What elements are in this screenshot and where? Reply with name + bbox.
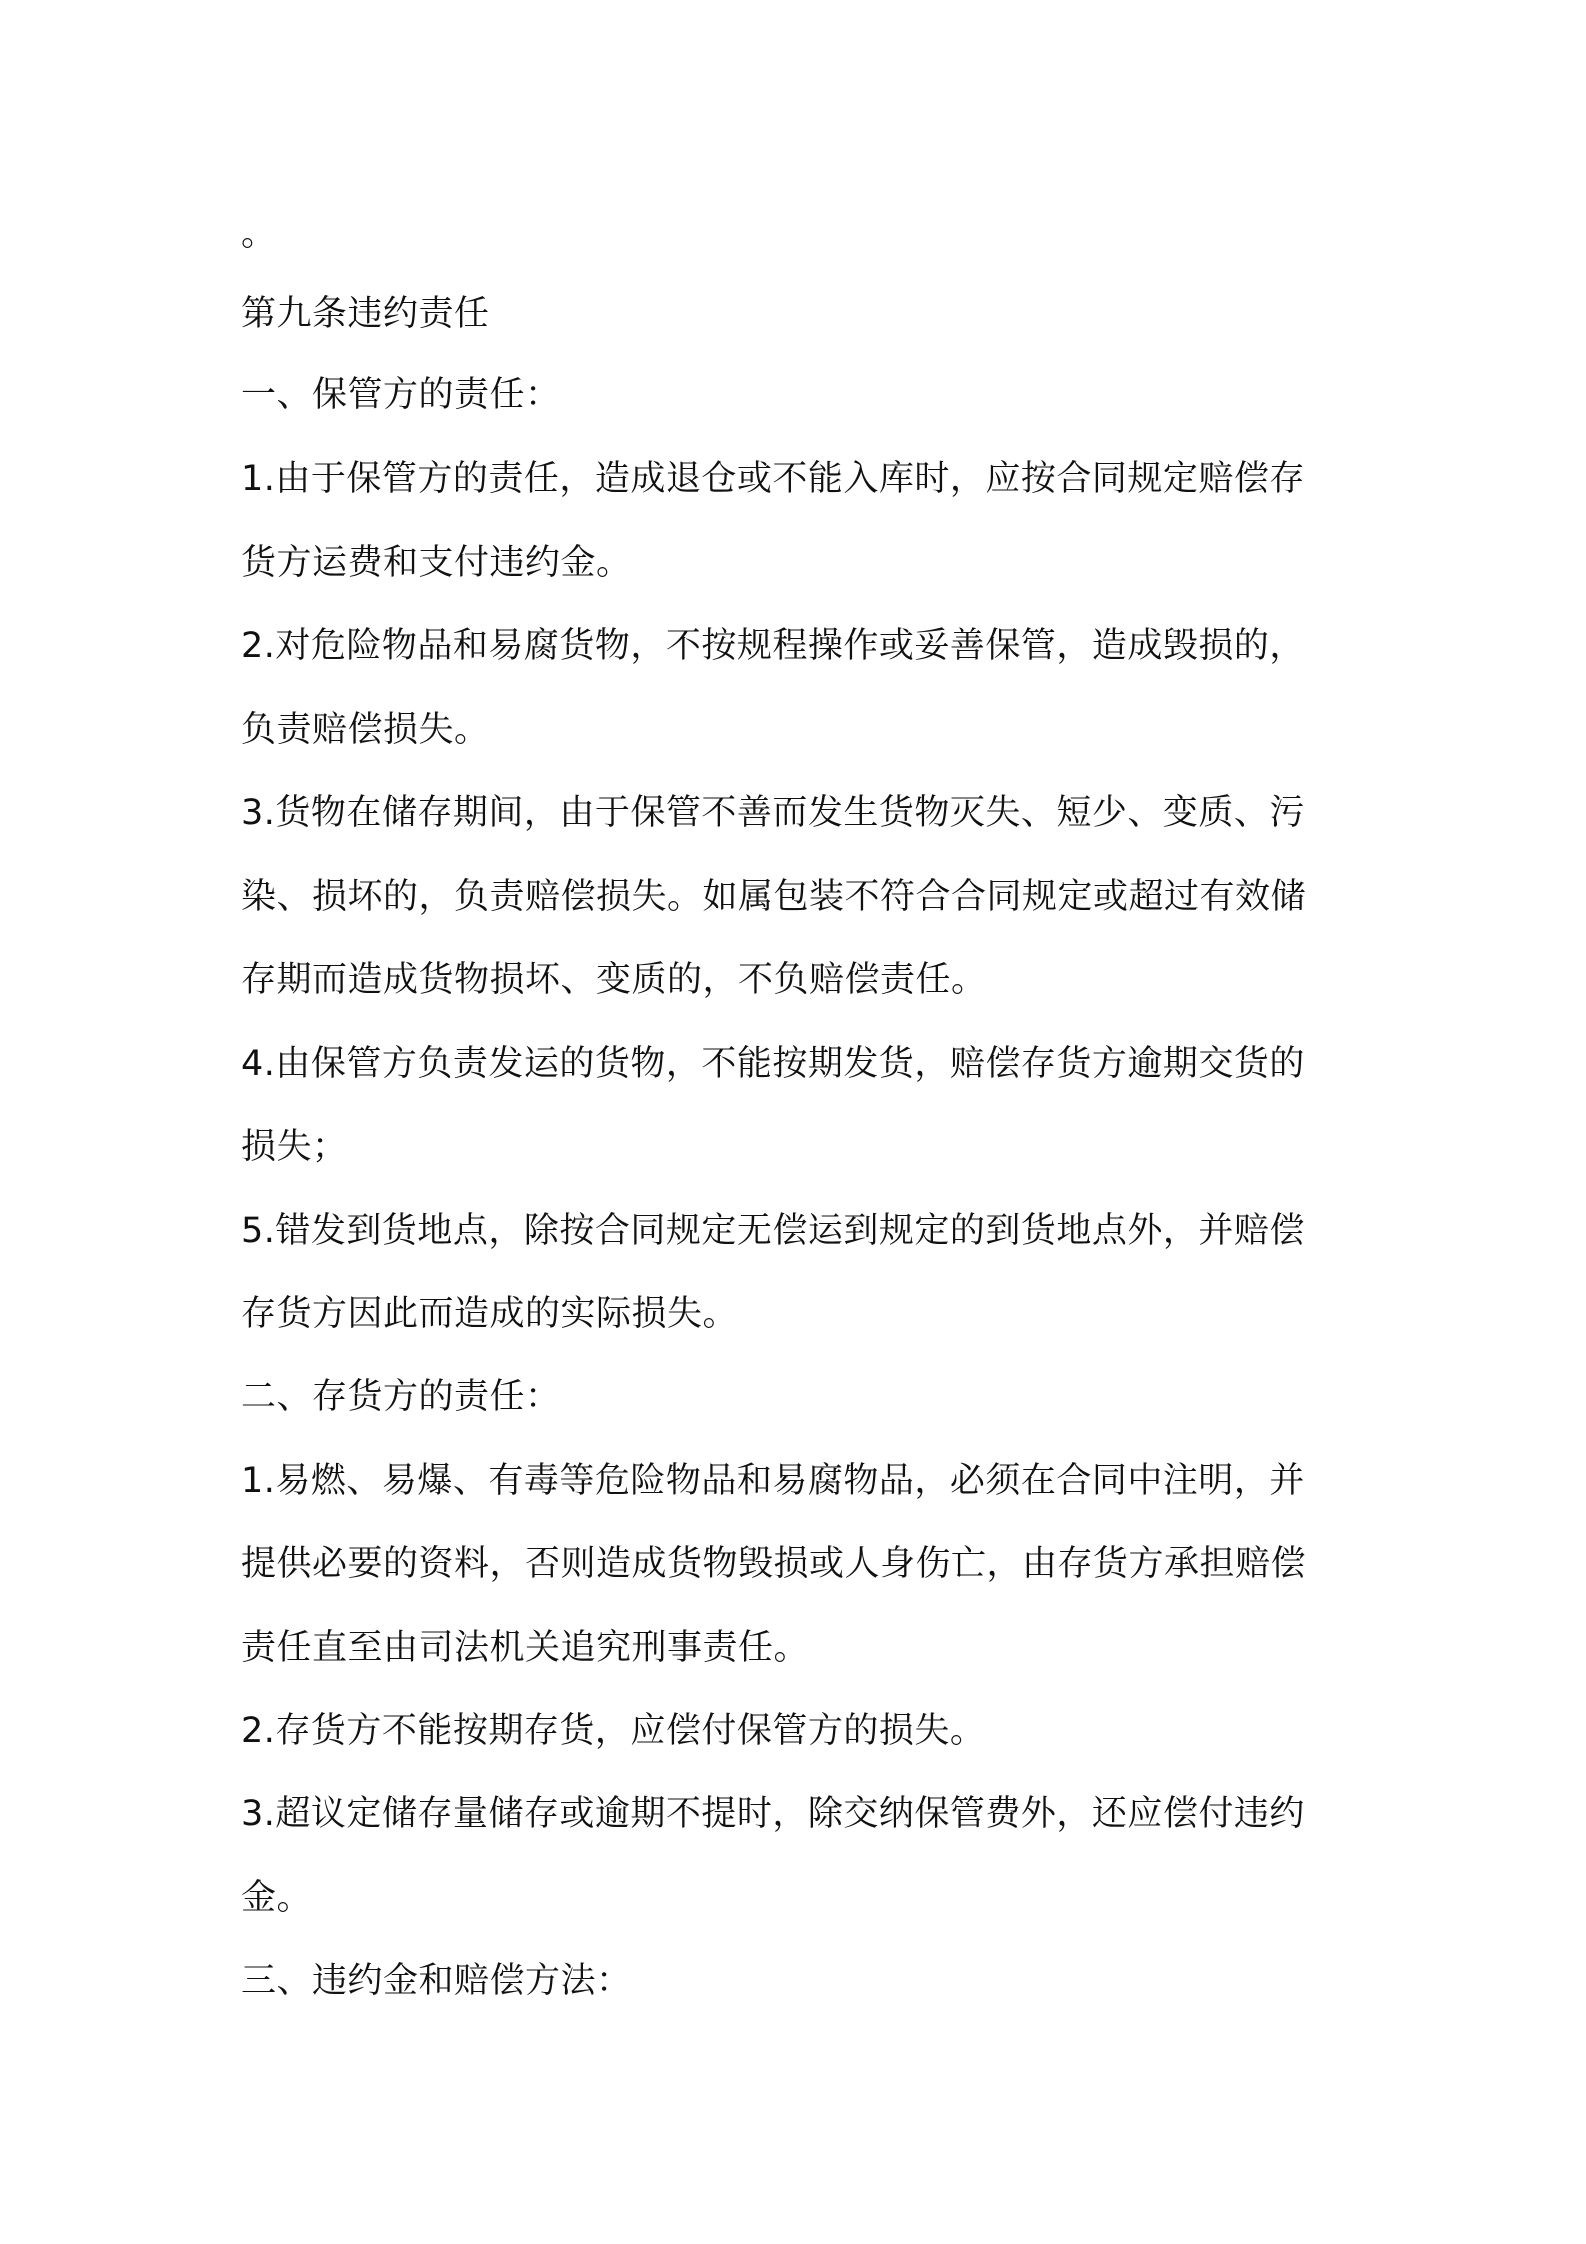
text-line: 。	[241, 214, 277, 254]
subsection-heading: 三、违约金和赔偿方法：	[241, 1961, 632, 2001]
text-line: 3.超议定储存量储存或逾期不提时，除交纳保管费外，还应偿付违约	[241, 1794, 1305, 1834]
text-line: 损失；	[241, 1127, 348, 1167]
text-line: 存期而造成货物损坏、变质的，不负赔偿责任。	[241, 960, 987, 1000]
text-line: 金。	[241, 1878, 313, 1918]
text-line: 4.由保管方负责发运的货物，不能按期发货，赔偿存货方逾期交货的	[241, 1044, 1305, 1084]
text-line: 责任直至由司法机关追究刑事责任。	[241, 1628, 810, 1668]
section-heading: 第九条违约责任	[241, 294, 490, 334]
subsection-heading: 一、保管方的责任：	[241, 375, 561, 415]
text-line: 1.易燃、易爆、有毒等危险物品和易腐物品，必须在合同中注明，并	[241, 1461, 1305, 1501]
text-line: 2.对危险物品和易腐货物，不按规程操作或妥善保管，造成毁损的，	[241, 626, 1305, 666]
text-line: 5.错发到货地点，除按合同规定无偿运到规定的到货地点外，并赔偿	[241, 1211, 1305, 1251]
text-line: 染、损坏的，负责赔偿损失。如属包装不符合合同规定或超过有效储	[241, 877, 1307, 917]
text-line: 提供必要的资料，否则造成货物毁损或人身伤亡，由存货方承担赔偿	[241, 1544, 1307, 1584]
text-line: 1.由于保管方的责任，造成退仓或不能入库时，应按合同规定赔偿存	[241, 459, 1305, 499]
text-line: 货方运费和支付违约金。	[241, 543, 632, 583]
text-line: 3.货物在储存期间，由于保管不善而发生货物灭失、短少、变质、污	[241, 793, 1305, 833]
text-line: 负责赔偿损失。	[241, 710, 490, 750]
text-line: 2.存货方不能按期存货，应偿付保管方的损失。	[241, 1711, 986, 1751]
subsection-heading: 二、存货方的责任：	[241, 1377, 561, 1417]
text-line: 存货方因此而造成的实际损失。	[241, 1294, 739, 1334]
